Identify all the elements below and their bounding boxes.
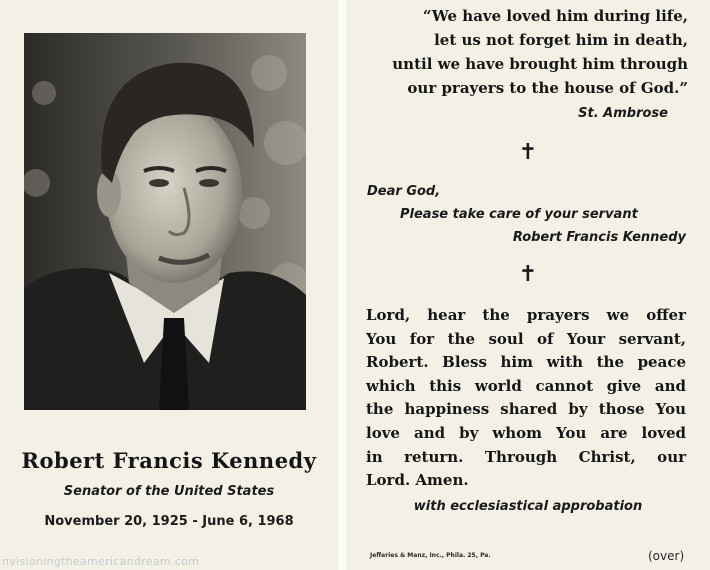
printer-credit: Jefferies & Manz, Inc., Phila. 25, Pa. xyxy=(370,552,491,559)
prayer-text-line: love and by whom You are loved xyxy=(366,423,686,442)
approbation-note: with ecclesiastical approbation xyxy=(413,499,643,514)
deceased-name: Robert Francis Kennedy xyxy=(21,448,317,473)
prayer-text-line: You for the soul of Your servant, xyxy=(366,329,686,348)
prayer-text-line: Lord, hear the prayers we offer xyxy=(366,306,686,324)
prayer-text-line: which this world cannot give and xyxy=(366,376,686,395)
prayer-text-line: in return. Through Christ, our xyxy=(366,447,686,466)
quote-line: until we have brought him through xyxy=(392,55,688,73)
ambrose-quote xyxy=(362,4,688,100)
over-label: (over) xyxy=(648,549,685,563)
prayer-line: Please take care of your servant xyxy=(400,207,638,222)
quote-attribution: St. Ambrose xyxy=(578,106,668,121)
prayer-text-line: Lord. Amen. xyxy=(366,471,469,490)
prayer-salutation: Dear God, xyxy=(367,184,441,199)
watermark-text: nvisioningtheamericandream.com xyxy=(2,555,200,568)
quote-line: our prayers to the house of God.” xyxy=(407,79,688,97)
deceased-title: Senator of the United States xyxy=(63,484,275,499)
cross-icon: ✝ xyxy=(518,140,538,165)
main-prayer xyxy=(366,304,686,493)
quote-line: “We have loved him during life, xyxy=(422,7,688,25)
prayer-text-line: Robert. Bless him with the peace xyxy=(366,353,686,372)
card-divider xyxy=(338,0,346,570)
life-dates: November 20, 1925 - June 6, 1968 xyxy=(44,514,294,529)
prayer-text-line: the happiness shared by those You xyxy=(366,400,686,419)
portrait-photo xyxy=(24,33,306,410)
cross-icon: ✝ xyxy=(518,262,538,287)
prayer-name: Robert Francis Kennedy xyxy=(512,230,686,245)
quote-line: let us not forget him in death, xyxy=(434,31,688,49)
